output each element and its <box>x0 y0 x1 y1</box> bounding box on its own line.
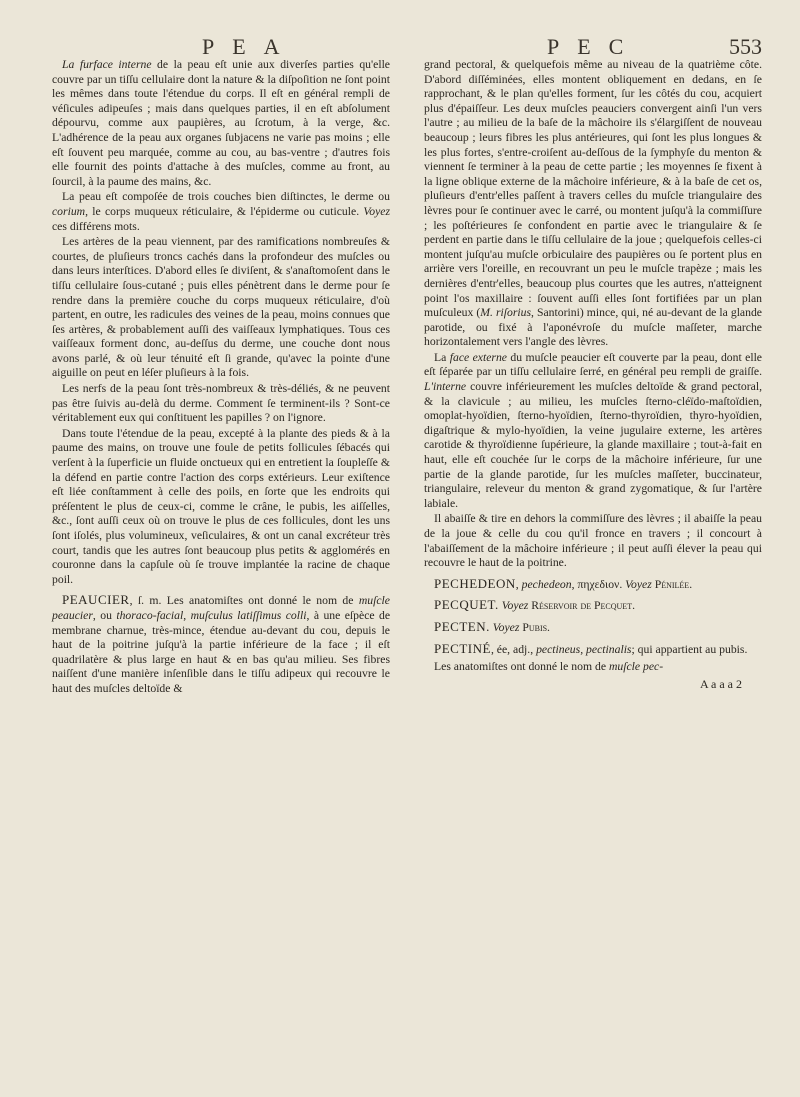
italic-term: pectineus, pectinalis <box>536 642 632 656</box>
paragraph-text: grand pectoral, & quelquefois même au niveau de la quatrième côte. D'abord diſſéminées, elles montent obliquement en dedans, en ſe rapprochant, & le plan qu'elles forment, ſur les côtés du cou, acquiert plus d'épaiſſeur. Les deux muſcles peauciers convergent ainſi l'un vers l'autre ; au milieu de la baſe de la mâchoire ils s'élargiſſent de nouveau beaucoup ; leurs fibres les plus antérieures, qui ſont les plus longues & les plus fortes, s'entre-croiſent au-deſſous de la ſymphyſe du menton & viennent ſe terminer à la peau de cette partie ; les moyennes ſe fixent à la ligne oblique externe de la mâchoire inférieure, & à la baſe de cet os, pluſieurs d'entr'elles paſſent à travers celles du muſcle triangulaire des lèvres pour ſe continuer avec le carré, ou montent juſqu'à la commiſſure ; les poſtérieures ſe confondent en partie avec le triangulaire & ſe perdent en partie dans le tiſſu cellulaire de la joue ; quelquefois celles-ci montent juſqu'au muſcle orbiculaire des paupières ou ſe portent plus en arrière vers l'oreille, en recouvrant un peu le muſcle trapèze ; mais les dernières d'entr'elles, beaucoup plus courtes que les autres, n'atteignent point l'os maxillaire : ſouvent auſſi elles ſont fortifiées par un plan muſculeux ( <box>424 58 762 320</box>
dictionary-entry <box>52 593 390 696</box>
signature-mark: A a a a 2 <box>700 676 742 691</box>
entry-text: , <box>183 608 187 622</box>
paragraph-text: ces différens mots. <box>52 219 140 233</box>
dictionary-entry <box>424 598 762 614</box>
italic-term: M. riſorius <box>480 306 532 320</box>
italic-term: muſcle peaucier <box>52 594 390 622</box>
entry-text: , πηχεδιον. <box>571 577 623 591</box>
cross-reference-target: Réservoir de Pecquet. <box>531 599 635 613</box>
dictionary-entry <box>424 620 762 636</box>
paragraph <box>52 190 390 234</box>
paragraph-text: Il abaiſſe & tire en dehors la commiſſure des lèvres ; il abaiſſe la peau de la joue & celle du cou qu'il fronce en travers ; il concourt à l'abaiſſement de la mâchoire inférieure ; il peut auſſi élever la peau qui recouvre le haut de la poitrine. <box>424 512 762 570</box>
paragraph <box>424 512 762 570</box>
paragraph-text: , Santorini) mince, qui, né au-devant de la glande parotide, ou fixé à l'aponévroſe du muſcle maſſeter, marche horizontalement vers l'angle des lèvres. <box>424 306 762 349</box>
cross-reference: Voyez <box>625 577 652 591</box>
running-head-left: PEA <box>202 34 298 59</box>
page-number: 553 <box>729 34 762 59</box>
paragraph <box>424 660 762 675</box>
italic-term: muſcle pec- <box>608 660 664 674</box>
paragraph <box>52 58 390 189</box>
italic-term: thoraco-facial <box>116 608 184 622</box>
italic-term: corium <box>52 204 86 218</box>
entry-text: , à une eſpèce de membrane charnue, très-mince, étendue au-devant du cou, depuis le haut de la poitrine juſqu'à la partie inférieure de la face ; il eſt quadrilatère & plus large en haut & en bas qu'au milieu. Ses fibres naiſſent d'une manière inſenſible dans le tiſſu adipeux qui recouvre le haut des muſcles deltoïde & <box>52 608 391 695</box>
cross-reference: Voyez <box>501 599 529 613</box>
paragraph-text: La peau eſt compoſée de trois couches bien diſtinctes, le derme ou <box>62 190 390 204</box>
entry-text: , ou <box>92 608 112 622</box>
running-head <box>52 28 762 58</box>
paragraph <box>52 235 390 381</box>
cross-reference-target: Pubis. <box>522 620 550 634</box>
entry-text: , <box>515 577 519 591</box>
entry-text: , ſ. m. Les anatomiſtes ont donné le nom de <box>129 594 354 608</box>
right-column <box>424 58 762 698</box>
paragraph-text: du muſcle peaucier eſt couverte par la peau, dont elle eſt ſéparée par un tiſſu cellulaire ſerré, en général peu rempli de graiſſe. <box>424 350 762 379</box>
paragraph <box>52 427 390 588</box>
italic-term: L'interne <box>424 380 467 394</box>
paragraph <box>52 382 390 426</box>
entry-headword: PECTINÉ <box>434 640 491 656</box>
paragraph <box>424 351 762 512</box>
entry-headword: PEAUCIER <box>62 592 130 608</box>
paragraph-text: , le corps muqueux réticulaire, & l'épiderme ou cuticule. <box>85 204 360 218</box>
entry-text: ; qui appartient au pubis. <box>631 642 748 656</box>
cross-reference-target: Pénilée. <box>654 577 693 591</box>
paragraph-text: couvre inférieurement les muſcles deltoïde & grand pectoral, & la clavicule ; au milieu, les muſcles ſterno-cléïdo-maſtoïdien, omoplat-hyoïdien, ſterno-hyoïdien, ſterno-thyroïdien, thyro-hyoïdien, digaſtrique & mylo-hyoïdien, la veine jugulaire externe, les artères carotide & thyroïdienne ſupérieure, la glande maxillaire ; tout-à-fait en haut, elle eſt couchée ſur le corps de la mâchoire inférieure, ſur une partie de la glande parotide, ſur les muſcles maſſeter, buccinateur, triangulaire, releveur du menton & grand zygomatique, & ſur l'artère labiale. <box>424 380 762 510</box>
entry-headword: PECHEDEON <box>434 575 516 591</box>
paragraph <box>424 58 762 350</box>
left-column <box>52 58 390 698</box>
paragraph-text: de la peau eſt unie aux diverſes parties qu'elle couvre par un tiſſu cellulaire dont la nature & la diſpoſition ne ſont point les mêmes dans toute l'étendue du corps. Il eſt en général rempli de véſicules adipeuſes ; mais dans quelques parties, il en eſt abſolument dépourvu, comme aux paupières, au ſcrotum, à la verge, &c. L'adhérence de la peau aux organes ſubjacens ne varie pas moins ; elle eſt ſouvent peu marquée, comme au cou, au bas-ventre ; d'autres fois elle fournit des points d'attache à des muſcles, comme au front, au ſourcil, à la paume des mains, &c. <box>52 58 390 188</box>
dictionary-entry <box>424 577 762 593</box>
paragraph-text: Les artères de la peau viennent, par des ramifications nombreuſes & courtes, de pluſieurs troncs cachés dans la profondeur des muſcles ou dans leurs interſtices. D'abord elles ſe diviſent, & s'anaſtomoſent dans le tiſſu cellulaire ſous-cutané ; puis elles pénètrent dans le derme pour ſe rendre dans la première couche du corps muqueux réticulaire, d'où partent, en outre, les radicules des veines de la peau, moins connues que ſes artères, & probablement auſſi des vaiſſeaux lymphatiques. Tous ces vaiſſeaux forment donc, au-deſſus du derme, une couche dont nous avons parlé, & où leur ténuité eſt ſi grande, qu'avec la pointe d'une aiguille on peut en léſer pluſieurs à la fois. <box>52 235 390 380</box>
dictionary-entry <box>424 642 762 658</box>
cross-reference: Voyez <box>363 204 391 218</box>
paragraph-text: Dans toute l'étendue de la peau, excepté à la plante des pieds & à la paume des mains, on trouve une foule de petits follicules ſébacés qui verſent à la ſuperficie un fluide onctueux qui en entretient la ſoupleſſe & la défend en partie contre l'action des corps extérieurs. Leur exiſtence eſt liée conſtamment à celle des poils, en ſorte que les endroits qui préſentent le plus de ceux-ci, comme le crâne, le pubis, les aiſſelles, &c., ſont auſſi ceux où on trouve le plus de ces follicules, dont les uns ſont iſolés, plus volumineux, veſiculaires, & ont un canal excréteur très court, tandis que les autres ſont beaucoup plus petits & agglomérés en couronne dans la capſule où ſe trouve implantée la racine de chaque poil. <box>52 426 390 586</box>
cross-reference: Voyez <box>492 620 520 634</box>
entry-headword: PECTEN. <box>434 618 490 634</box>
italic-term: pechedeon <box>521 577 572 591</box>
entry-headword: PECQUET. <box>434 597 499 613</box>
paragraph-text: Les anatomiſtes ont donné le nom de <box>434 660 607 674</box>
paragraph-text: La <box>434 350 447 364</box>
italic-term: face externe <box>449 350 507 364</box>
italic-term: muſculus latiſſimus colli <box>190 608 307 622</box>
entry-text: , ée, adj., <box>490 642 534 656</box>
text-columns <box>52 58 762 698</box>
running-head-right: PEC <box>547 34 642 59</box>
paragraph-text: Les nerfs de la peau ſont très-nombreux & très-déliés, & ne peuvent pas être ſuivis au-delà du derme. Comment ſe terminent-ils ? Sont-ce véritablement eux qui conſtituent les papilles ? on l'ignore. <box>52 382 390 425</box>
italic-term: La furface interne <box>62 58 152 71</box>
